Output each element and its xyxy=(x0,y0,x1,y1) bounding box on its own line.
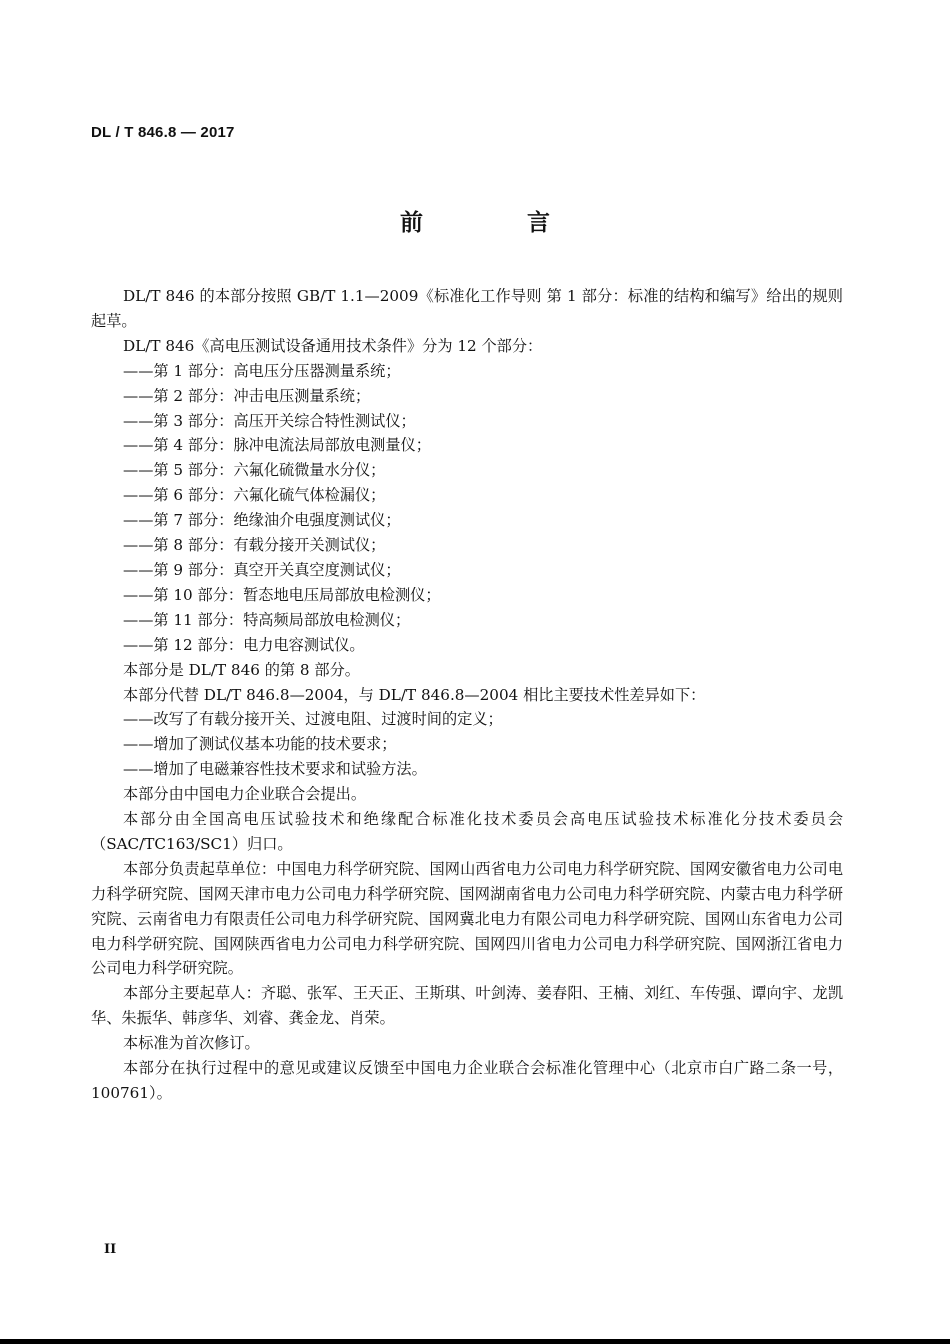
paragraph: 本部分是 DL/T 846 的第 8 部分。 xyxy=(123,660,360,679)
paragraph: DL/T 846《高电压测试设备通用技术条件》分为 12 个部分： xyxy=(123,336,543,355)
paragraph: 本部分由全国高电压试验技术和绝缘配合标准化技术委员会高电压试验技术标准化分技术委员会（SAC/TC163/SC1）归口。 xyxy=(91,810,843,853)
paragraph: 本部分在执行过程中的意见或建议反馈至中国电力企业联合会标准化管理中心（北京市白广路二条一号，100761）。 xyxy=(91,1059,843,1102)
paragraph: 本部分由中国电力企业联合会提出。 xyxy=(123,785,366,804)
list-item: ——第 9 部分：真空开关真空度测试仪； xyxy=(123,560,401,579)
list-item: ——增加了测试仪基本功能的技术要求； xyxy=(123,735,397,754)
list-item: ——增加了电磁兼容性技术要求和试验方法。 xyxy=(123,760,427,779)
paragraph: 本部分代替 DL/T 846.8—2004，与 DL/T 846.8—2004 相比主要技术性差异如下： xyxy=(123,685,706,704)
list-item: ——第 5 部分：六氟化硫微量水分仪； xyxy=(123,461,386,480)
paragraph: 本部分主要起草人：齐聪、张军、王天正、王斯琪、叶剑涛、姜春阳、王楠、刘红、车传强、谭向宇、龙凯华、朱振华、韩彦华、刘睿、龚金龙、肖荣。 xyxy=(91,984,843,1028)
page-title: 前 言 xyxy=(399,209,598,236)
list-item: ——第 10 部分：暂态地电压局部放电检测仪； xyxy=(123,585,441,604)
foreword-body xyxy=(91,284,843,1106)
paragraph: 本部分负责起草单位：中国电力科学研究院、国网山西省电力公司电力科学研究院、国网安徽省电力公司电力科学研究院、国网天津市电力公司电力科学研究院、国网湖南省电力公司电力科学研究院、内蒙古电力科学研究院、云南省电力有限责任公司电力科学研究院、国网冀北电力有限公司电力科学研究院、国网山东省电力公司电力科学研究院、国网陕西省电力公司电力科学研究院、国网四川省电力公司电力科学研究院、国网浙江省电力公司电力科学研究院。 xyxy=(91,859,843,978)
list-item: ——第 7 部分：绝缘油介电强度测试仪； xyxy=(123,511,401,530)
list-item: ——第 12 部分：电力电容测试仪。 xyxy=(123,635,365,654)
list-item: ——第 2 部分：冲击电压测量系统； xyxy=(123,386,371,405)
list-item: ——改写了有载分接开关、过渡电阻、过渡时间的定义； xyxy=(123,710,503,729)
paragraph: DL/T 846 的本部分按照 GB/T 1.1—2009《标准化工作导则 第 1 部分：标准的结构和编写》给出的规则起草。 xyxy=(91,287,843,330)
list-item: ——第 6 部分：六氟化硫气体检漏仪； xyxy=(123,486,386,505)
list-item: ——第 11 部分：特高频局部放电检测仪； xyxy=(123,610,411,629)
list-item: ——第 4 部分：脉冲电流法局部放电测量仪； xyxy=(123,436,431,455)
bottom-border xyxy=(0,1339,950,1344)
document-code: DL / T 846.8 — 2017 xyxy=(91,124,235,141)
list-item: ——第 8 部分：有载分接开关测试仪； xyxy=(123,536,386,555)
list-item: ——第 3 部分：高压开关综合特性测试仪； xyxy=(123,411,416,430)
list-item: ——第 1 部分：高电压分压器测量系统； xyxy=(123,361,401,380)
paragraph: 本标准为首次修订。 xyxy=(123,1034,260,1053)
page-number: II xyxy=(104,1242,117,1257)
